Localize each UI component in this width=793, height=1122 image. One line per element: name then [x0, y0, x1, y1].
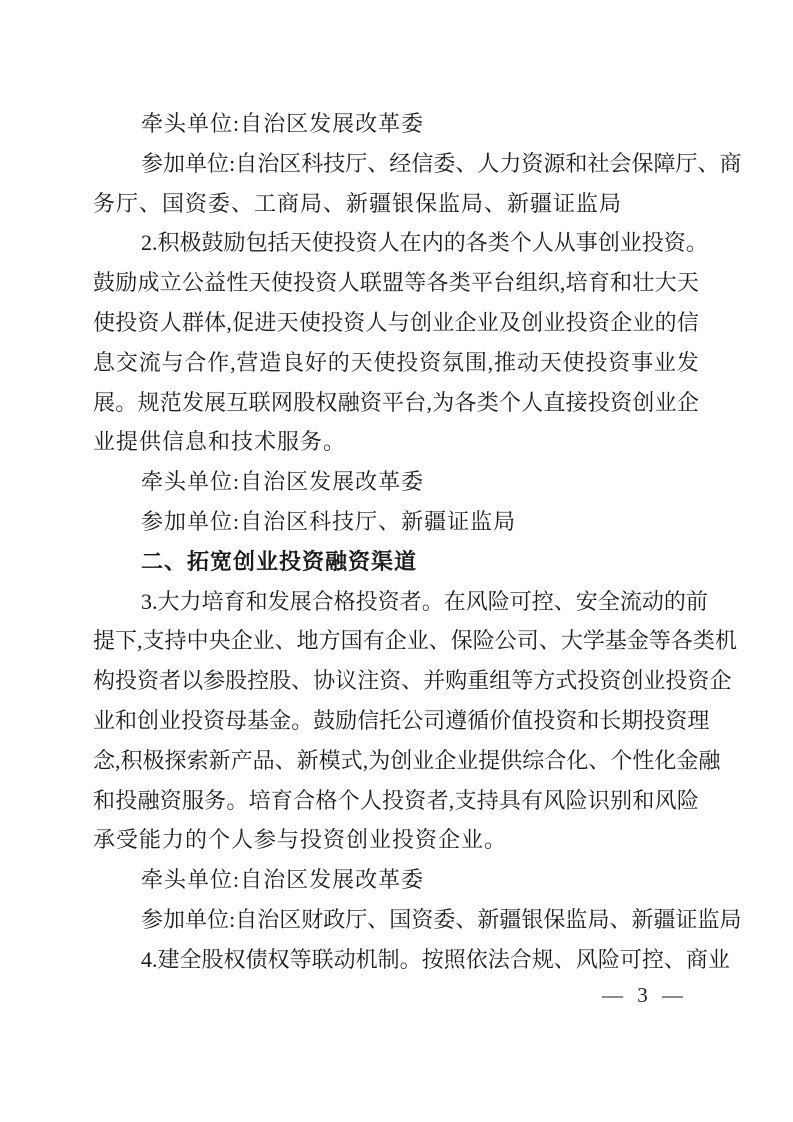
- text-line: 和 投 融 资 服 务 。 培 育 合 格 个 人 投 资 者 , 支 持 具 有 风 险 识 别 和 风 险: [93, 787, 699, 813]
- text-line: 3. 大 力 培 育 和 发 展 合 格 投 资 者 。 在 风 险 可 控 、 安 全 流 动 的 前: [141, 588, 708, 614]
- text-line: 使 投 资 人 群 体 , 促 进 天 使 投 资 人 与 创 业 企 业 及 创 业 投 资 企 业 的 信: [93, 309, 699, 335]
- text-line: 念 , 积 极 探 索 新 产 品 、 新 模 式 , 为 创 业 企 业 提 供 综 合 化 、 个 性 化 金 融: [93, 747, 721, 773]
- text-line: 构 投 资 者 以 参 股 控 股 、 协 议 注 资 、 并 购 重 组 等 方 式 投 资 创 业 投 资 企: [93, 668, 732, 694]
- text-line: 参 加 单 位 : 自 治 区 财 政 厅 、 国 资 委 、 新 疆 银 保 监 局 、 新 疆 证 监 局: [141, 906, 742, 932]
- text-line: 业提供信息和技术服务。: [93, 429, 347, 455]
- text-line: 牵头单位:自治区发展改革委: [141, 469, 425, 495]
- text-line: 务厅、国资委、工商局、新疆银保监局、新疆证监局: [93, 190, 623, 216]
- text-line: 牵头单位:自治区发展改革委: [141, 867, 425, 893]
- text-line: 鼓 励 成 立 公 益 性 天 使 投 资 人 联 盟 等 各 类 平 台 组 织 , 培 育 和 壮 大 天: [93, 270, 699, 296]
- text-line: 展 。 规 范 发 展 互 联 网 股 权 融 资 平 台 , 为 各 类 个 人 直 接 投 资 创 业 企: [93, 389, 699, 415]
- text-line: 业 和 创 业 投 资 母 基 金 。 鼓 励 信 托 公 司 遵 循 价 值 投 资 和 长 期 投 资 理: [93, 707, 710, 733]
- text-line: 提 下 , 支 持 中 央 企 业 、 地 方 国 有 企 业 、 保 险 公 司 、 大 学 基 金 等 各 类 机: [93, 628, 737, 654]
- text-line: 参加单位:自治区科技厅、新疆证监局: [141, 508, 517, 534]
- text-line: 牵头单位:自治区发展改革委: [141, 111, 425, 136]
- text-line: 参 加 单 位 : 自 治 区 科 技 厅 、 经 信 委 、 人 力 资 源 和 社 会 保 障 厅 、 商: [141, 150, 742, 176]
- text-line: 4. 建 全 股 权 债 权 等 联 动 机 制 。 按 照 依 法 合 规 、 风 险 可 控 、 商 业: [141, 946, 730, 972]
- document-body: [93, 104, 742, 980]
- text-line: 承受能力的个人参与投资创业投资企业。: [93, 827, 508, 853]
- text-line: 息 交 流 与 合 作 , 营 造 良 好 的 天 使 投 资 氛 围 , 推 动 天 使 投 资 事 业 发: [93, 349, 699, 375]
- page-number: — 3 —: [602, 983, 683, 1007]
- section-heading: 二、拓宽创业投资融资渠道: [141, 548, 418, 574]
- text-line: 2. 积 极 鼓 励 包 括 天 使 投 资 人 在 内 的 各 类 个 人 从 事 创 业 投 资 。: [141, 230, 708, 256]
